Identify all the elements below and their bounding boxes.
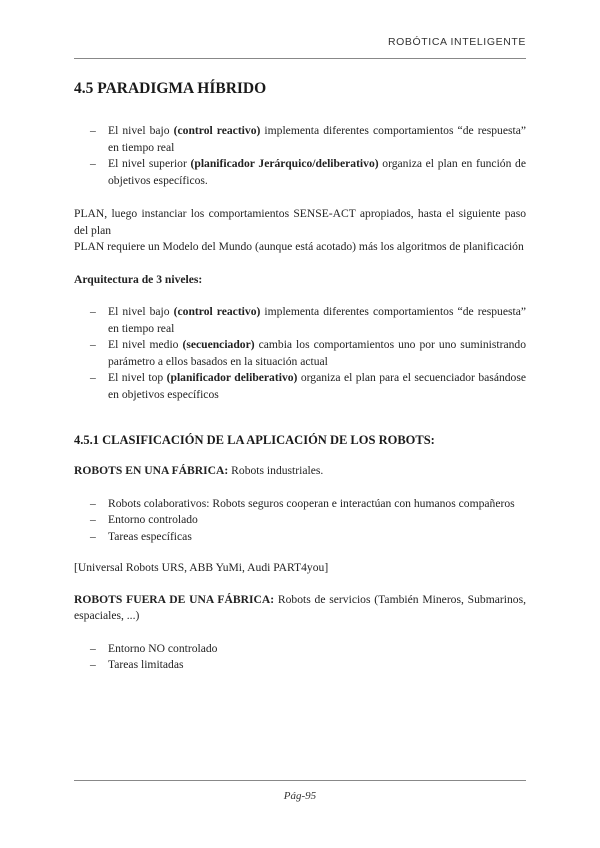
dash-bullet: –: [90, 371, 96, 384]
list-item: – Tareas limitadas: [74, 657, 526, 674]
dash-bullet: –: [90, 641, 96, 655]
list-item: – Entorno controlado: [74, 512, 526, 529]
dash-bullet: –: [90, 513, 96, 526]
section-title: 4.5 PARADIGMA HÍBRIDO: [74, 80, 267, 97]
list-item: – Entorno NO controlado: [74, 641, 526, 658]
running-header: ROBÓTICA INTELIGENTE: [387, 36, 526, 48]
header-rule: [74, 58, 526, 59]
dash-bullet: –: [90, 338, 96, 351]
plan-model-paragraph: PLAN requiere un Modelo del Mundo (aunque está acotado) más los algoritmos de planificación: [74, 240, 524, 253]
page-content: [74, 80, 526, 674]
dash-bullet: –: [90, 305, 96, 318]
dash-bullet: –: [90, 658, 96, 671]
list-item: – El nivel bajo (control reactivo) implementa diferentes comportamientos “de respuesta” en tiempo real: [90, 124, 526, 154]
factory-robots-paragraph: ROBOTS EN UNA FÁBRICA: Robots industriales.: [74, 464, 324, 477]
list-item: – Tareas específicas: [74, 529, 526, 546]
list-item: – El nivel superior (planificador Jerárquico/deliberativo) organiza el plan en función de objetivos específicos.: [90, 157, 526, 187]
hybrid-levels-list: [74, 123, 526, 189]
list-item: – El nivel bajo (control reactivo) implementa diferentes comportamientos “de respuesta” en tiempo real: [90, 305, 526, 335]
dash-bullet: –: [90, 496, 96, 510]
dash-bullet: –: [90, 124, 96, 137]
list-item: – El nivel top (planificador deliberativo) organiza el plan para el secuenciador basándose en objetivos específicos: [90, 371, 527, 401]
service-robots-paragraph: ROBOTS FUERA DE UNA FÁBRICA: Robots de servicios (También Mineros, Submarinos, espaciales, ...): [74, 592, 526, 622]
architecture-heading: Arquitectura de 3 niveles:: [74, 272, 203, 286]
plan-paragraph: PLAN, luego instanciar los comportamientos SENSE-ACT apropiados, hasta el siguiente paso del plan: [74, 207, 526, 237]
robot-examples: [Universal Robots URS, ABB YuMi, Audi PART4you]: [74, 561, 329, 574]
service-robots-list: [74, 641, 526, 674]
factory-robots-list: [74, 496, 526, 546]
list-item: – El nivel medio (secuenciador) cambia los comportamientos uno por uno suministrando parámetro a ellos basados en la situación actual: [90, 338, 527, 368]
three-levels-list: [74, 304, 526, 403]
dash-bullet: –: [90, 529, 96, 543]
footer-rule: [74, 780, 526, 781]
dash-bullet: –: [90, 157, 96, 170]
list-item: – Robots colaborativos: Robots seguros cooperan e interactúan con humanos compañeros: [74, 496, 526, 513]
page-number: Pág-95: [283, 790, 317, 802]
subsection-title: 4.5.1 CLASIFICACIÓN DE LA APLICACIÓN DE LOS ROBOTS:: [74, 433, 435, 447]
